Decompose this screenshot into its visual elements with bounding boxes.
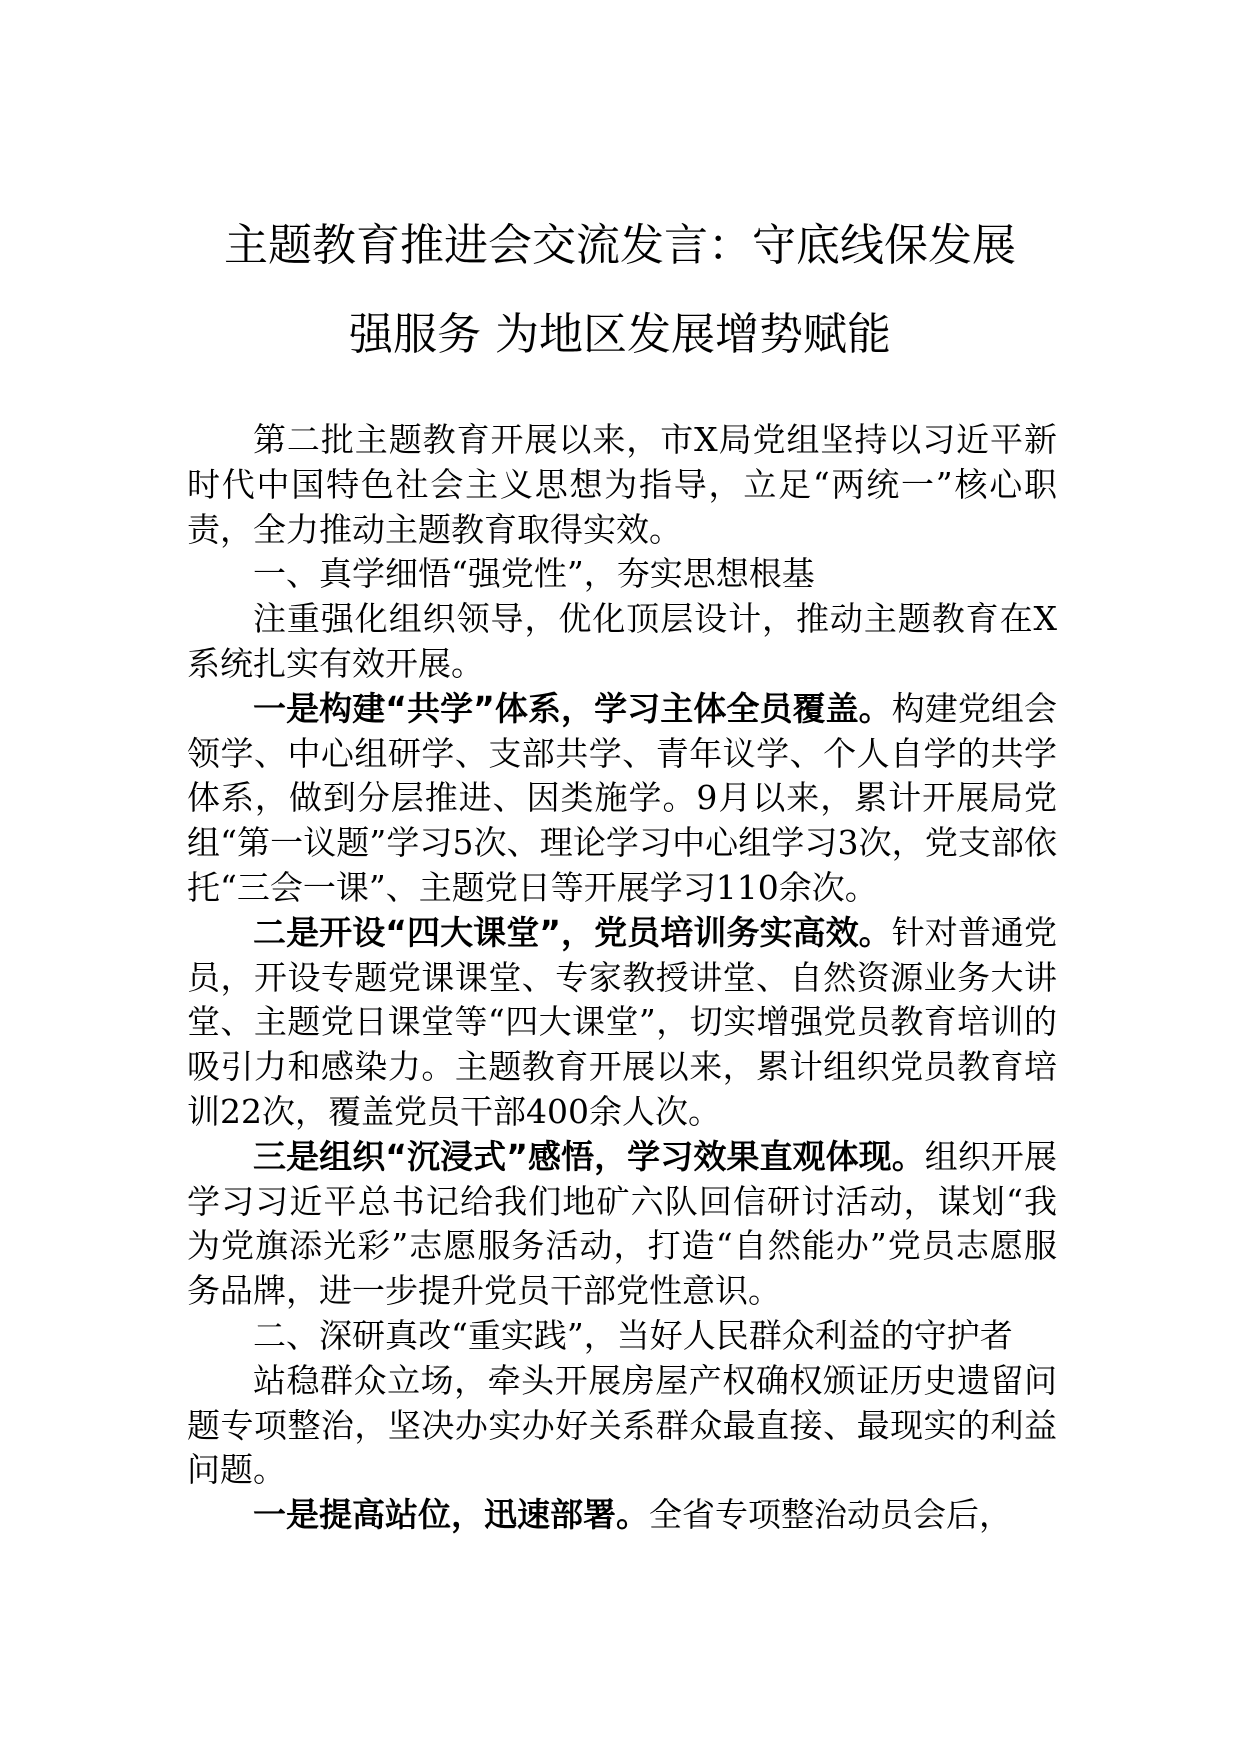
paragraph-text: 二、深研真改“重实践”，当好人民群众利益的守护者 [253,1315,1013,1355]
paragraph-text: 一、真学细悟“强党性”，夯实思想根基 [253,554,815,594]
paragraph-text: 构建党组会领学、中心组研学、支部共学、青年议学、个人自学的共学体系，做到分层推进、因类施学。9月以来，累计开展局党组“第一议题”学习5次、理论学习中心组学习3次，党支部依托“三会一课”、主题党日等开展学习110余次。 [187,688,1057,907]
paragraph-section-1-intro [187,597,1057,687]
paragraph-lead: 三是组织“沉浸式”感悟，学习效果直观体现。 [253,1136,925,1176]
document-title-line-1: 主题教育推进会交流发言：守底线保发展 [224,220,1016,271]
paragraph-section-2-point-1 [187,1493,1057,1538]
paragraph-lead: 二是开设“四大课堂”，党员培训务实高效。 [253,912,892,952]
paragraph-point-1 [187,687,1057,911]
paragraph-intro [187,418,1057,552]
paragraph-section-2-intro [187,1359,1057,1493]
paragraph-text: 针对普通党员，开设专题党课课堂、专家教授讲堂、自然资源业务大讲堂、主题党日课堂等“四大课堂”，切实增强党员教育培训的吸引力和感染力。主题教育开展以来，累计组织党员教育培训22次，覆盖党员干部400余人次。 [187,912,1057,1131]
paragraph-text: 全省专项整治动员会后， [649,1495,1012,1535]
section-heading-2 [187,1314,1057,1359]
paragraph-text: 第二批主题教育开展以来，市X局党组坚持以习近平新时代中国特色社会主义思想为指导，立足“两统一”核心职责，全力推动主题教育取得实效。 [187,420,1057,549]
paragraph-point-3 [187,1135,1057,1314]
paragraph-point-2 [187,911,1057,1135]
paragraph-lead: 一是构建“共学”体系，学习主体全员覆盖。 [253,688,892,728]
paragraph-text: 组织开展学习习近平总书记给我们地矿六队回信研讨活动，谋划“我为党旗添光彩”志愿服务活动，打造“自然能办”党员志愿服务品牌，进一步提升党员干部党性意识。 [187,1136,1057,1311]
document-body [187,418,1057,1538]
paragraph-lead: 一是提高站位，迅速部署。 [253,1495,649,1535]
section-heading-1 [187,552,1057,597]
document-title-line-2: 强服务 为地区发展增势赋能 [349,309,891,360]
paragraph-text: 站稳群众立场，牵头开展房屋产权确权颁证历史遗留问题专项整治，坚决办实办好关系群众最直接、最现实的利益问题。 [187,1360,1057,1490]
paragraph-text: 注重强化组织领导，优化顶层设计，推动主题教育在X系统扎实有效开展。 [187,599,1057,683]
